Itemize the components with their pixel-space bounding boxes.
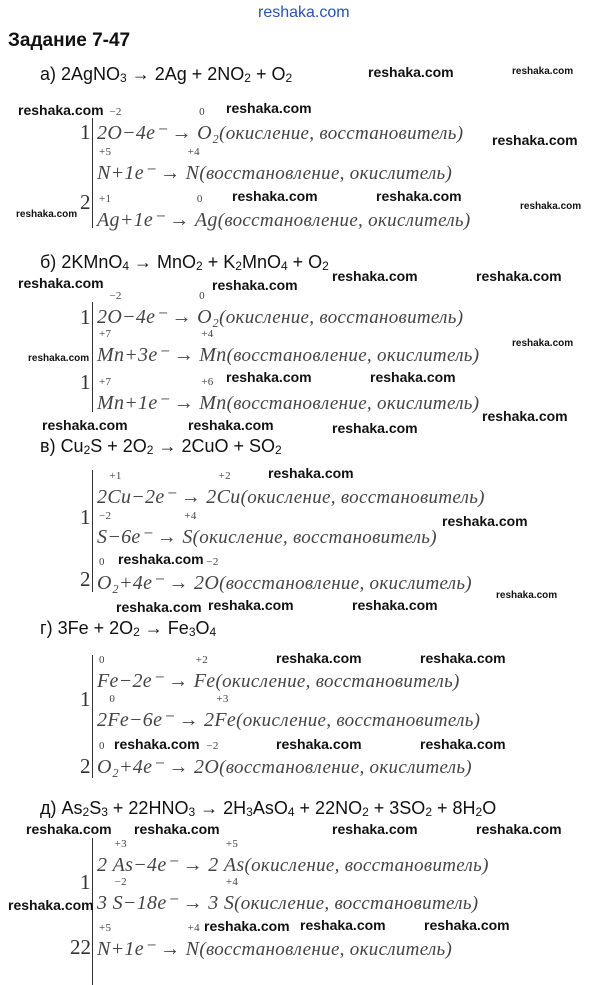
watermark: reshaka.com (476, 821, 562, 837)
oxidation-state: +2 (195, 654, 209, 666)
oxidation-state: +4 (201, 328, 214, 340)
element: S −2 (112, 876, 127, 914)
equation-part: S + 2O (90, 436, 147, 456)
reaction-text: (восстановление, окислитель) (199, 939, 453, 960)
reaction-text: (восстановление, окислитель) (226, 393, 480, 414)
watermark: reshaka.com (204, 918, 290, 934)
oxidation-state: 0 (109, 693, 116, 705)
element: O₂ 0 (197, 106, 220, 144)
item-label: г) (40, 618, 58, 638)
watermark: reshaka.com (424, 917, 510, 933)
watermark: reshaka.com (42, 417, 128, 433)
equation-part: 2 (362, 805, 369, 819)
watermark: reshaka.com (512, 66, 574, 77)
reaction-equation (40, 252, 329, 273)
reaction-text: −6e⁻ → (107, 526, 183, 548)
reaction-equation (40, 618, 216, 639)
watermark: reshaka.com (118, 551, 204, 567)
item-label: а) (40, 64, 62, 84)
oxidation-state: 0 (99, 654, 105, 666)
element: Ag +1 (97, 193, 120, 231)
half-reaction (97, 290, 464, 329)
reaction-text: (восстановление, окислитель) (199, 163, 453, 184)
oxidation-state: +5 (99, 922, 112, 934)
oxidation-state: −2 (109, 290, 122, 302)
element: As +3 (112, 838, 134, 876)
watermark: reshaka.com (28, 353, 90, 364)
equation-part: Cu (60, 436, 84, 456)
equation-part: → MnO (129, 252, 197, 272)
element: Cu +2 (216, 470, 241, 508)
equation-part: 3 (188, 625, 196, 639)
equation-part: 2 (83, 443, 91, 457)
oxidation-state: 0 (99, 556, 105, 568)
watermark: reshaka.com (420, 736, 506, 752)
equation-part: 4 (287, 805, 295, 819)
watermark: reshaka.com (226, 100, 312, 116)
half-reaction (97, 510, 437, 549)
half-reaction (97, 876, 479, 915)
oxidation-state: +7 (99, 328, 112, 340)
element: O₂ 0 (197, 290, 220, 328)
element: O −2 (204, 556, 220, 594)
reaction-equation (40, 64, 292, 85)
watermark: reshaka.com (134, 821, 220, 837)
watermark: reshaka.com (420, 650, 506, 666)
oxidation-state: +7 (99, 376, 112, 388)
reaction-text: (восстановление, окислитель) (217, 210, 471, 231)
watermark: reshaka.com (18, 275, 104, 291)
balance-divider (92, 470, 93, 592)
oxidation-state: +4 (225, 876, 239, 888)
balance-factor: 1 (80, 120, 91, 144)
element: O −2 (107, 290, 123, 328)
watermark: reshaka.com (300, 917, 386, 933)
oxidation-state: 0 (99, 740, 105, 752)
equation-part: 3 (120, 71, 127, 85)
reaction-text: (окисление, восстановитель) (219, 123, 464, 144)
reaction-text: (окисление, восстановитель) (240, 487, 485, 508)
half-reaction (97, 328, 480, 367)
watermark: reshaka.com (226, 369, 312, 385)
watermark: reshaka.com (276, 650, 362, 666)
half-reaction (97, 146, 453, 185)
equation-part: 2 (475, 805, 483, 819)
watermark: reshaka.com (188, 417, 274, 433)
equation-part: 2 (244, 71, 251, 85)
reaction-text: +1e⁻ → (110, 938, 186, 960)
equation-part: → 2H (195, 798, 247, 818)
reaction-text: 2 (97, 854, 113, 876)
oxidation-state: −2 (206, 556, 219, 568)
equation-part: + O (250, 64, 286, 84)
equation-part: + 22NO (294, 798, 363, 818)
equation-part: 2 (146, 443, 154, 457)
equation-part: 3Fe + 2O (57, 618, 134, 638)
watermark: reshaka.com (476, 268, 562, 284)
watermark: reshaka.com (442, 513, 528, 529)
watermark: reshaka.com (116, 599, 202, 615)
watermark: reshaka.com (268, 465, 354, 481)
reaction-text: −2e⁻ → (118, 670, 194, 692)
equation-part: + 22HNO (107, 798, 189, 818)
equation-part: → 2Ag + 2NO (126, 64, 245, 84)
oxidation-state: +4 (187, 146, 200, 158)
half-reaction (97, 693, 481, 732)
element: S +4 (223, 876, 239, 914)
element: Fe +2 (193, 654, 216, 692)
equation-part: + O (287, 252, 323, 272)
oxidation-state: 0 (196, 193, 203, 205)
oxidation-state: +5 (99, 146, 112, 158)
watermark: reshaka.com (370, 369, 456, 385)
element: N +5 (97, 146, 112, 184)
reaction-text: (восстановление, окислитель) (219, 757, 472, 778)
oxidation-state: +4 (187, 922, 200, 934)
watermark: reshaka.com (114, 736, 200, 752)
element: O₂ 0 (97, 556, 119, 594)
reaction-text: +4e⁻ → 2 (119, 756, 205, 778)
balance-factor: 2 (80, 754, 91, 778)
element: N +4 (185, 922, 200, 960)
reaction-text: (восстановление, окислитель) (226, 345, 480, 366)
watermark: reshaka.com (26, 821, 112, 837)
oxidation-state: −2 (206, 740, 219, 752)
equation-part: 2 (322, 259, 329, 273)
reaction-text: (окисление, восстановитель) (234, 893, 479, 914)
reaction-equation (40, 436, 282, 457)
equation-part: As (61, 798, 83, 818)
balance-factor: 22 (70, 935, 91, 959)
element: O −2 (204, 740, 220, 778)
element: Fe +3 (214, 693, 237, 731)
equation-part: + 3SO (368, 798, 426, 818)
reaction-text: −18e⁻ → 3 (122, 892, 224, 914)
balance-factor: 1 (80, 370, 91, 394)
item-label: б) (40, 252, 62, 272)
reaction-text: −6e⁻ → 2 (129, 709, 215, 731)
equation-part: 4 (122, 259, 130, 273)
oxidation-state: 0 (199, 106, 205, 118)
watermark: reshaka.com (492, 132, 578, 148)
oxidation-state: +3 (114, 838, 127, 850)
element: Mn +7 (97, 328, 125, 366)
element: Ag 0 (194, 193, 218, 231)
element: S +4 (182, 510, 197, 548)
equation-part: + 8H (432, 798, 476, 818)
task-title: Задание 7-47 (8, 30, 131, 51)
oxidation-state: +6 (201, 376, 214, 388)
watermark: reshaka.com (520, 201, 582, 212)
reaction-text: −4e⁻ → (122, 306, 198, 328)
element: N +5 (97, 922, 112, 960)
balance-factor: 1 (80, 305, 91, 329)
equation-part: 3 (188, 805, 196, 819)
element: N +4 (185, 146, 200, 184)
element: Mn +4 (199, 328, 227, 366)
reaction-text: −2e⁻ → 2 (131, 486, 217, 508)
oxidation-state: +1 (99, 193, 112, 205)
reaction-text: 3 (97, 892, 113, 914)
equation-part: 2AgNO (61, 64, 121, 84)
watermark: reshaka.com (18, 102, 104, 118)
reaction-text: +1e⁻ → (119, 209, 195, 231)
balance-divider (92, 655, 93, 778)
oxidation-state: −2 (99, 510, 112, 522)
equation-part: 4 (209, 625, 217, 639)
equation-part: 4 (280, 259, 288, 273)
balance-factor: 1 (80, 505, 91, 529)
equation-part: 3 (246, 805, 253, 819)
equation-part: MnO (241, 252, 281, 272)
equation-part: 2 (235, 259, 242, 273)
oxidation-state: +4 (184, 510, 197, 522)
watermark: reshaka.com (276, 736, 362, 752)
equation-part: → Fe (139, 618, 189, 638)
oxidation-state: −2 (109, 106, 122, 118)
reaction-text: −4e⁻ → 2 (133, 854, 224, 876)
equation-part: 3 (101, 805, 108, 819)
element: O −2 (107, 106, 123, 144)
watermark: reshaka.com (8, 897, 94, 913)
reaction-text: +1e⁻ → (110, 162, 186, 184)
watermark: reshaka.com (512, 338, 574, 349)
reaction-text: 2 (97, 122, 108, 144)
watermark: reshaka.com (482, 408, 568, 424)
balance-divider (92, 118, 93, 228)
equation-part: 2 (196, 259, 203, 273)
element: O₂ 0 (97, 740, 119, 778)
reaction-text: 2 (97, 306, 108, 328)
balance-factor: 2 (80, 567, 91, 591)
balance-divider (92, 302, 93, 412)
watermark: reshaka.com (332, 420, 418, 436)
reaction-text: (окисление, восстановитель) (244, 855, 489, 876)
equation-part: S (89, 798, 102, 818)
element: S −2 (97, 510, 112, 548)
equation-part: 2KMnO (61, 252, 123, 272)
oxidation-state: +5 (225, 838, 239, 850)
element: Fe 0 (97, 654, 119, 692)
watermark: reshaka.com (496, 590, 558, 601)
balance-factor: 1 (80, 870, 91, 894)
element: Mn +6 (199, 376, 227, 414)
equation-part: 2 (425, 805, 432, 819)
watermark: reshaka.com (332, 821, 418, 837)
reaction-text: (восстановление, окислитель) (219, 573, 472, 594)
equation-part: O (482, 798, 497, 818)
watermark: reshaka.com (208, 597, 294, 613)
watermark: reshaka.com (332, 268, 418, 284)
equation-part: AsO (252, 798, 288, 818)
equation-part: + K (202, 252, 236, 272)
oxidation-state: +2 (218, 470, 231, 482)
watermark: reshaka.com (352, 597, 438, 613)
equation-part: → 2CuO + SO (153, 436, 276, 456)
reaction-text: (окисление, восстановитель) (215, 671, 460, 692)
watermark: reshaka.com (232, 188, 318, 204)
watermark: reshaka.com (258, 4, 350, 21)
watermark: reshaka.com (376, 188, 462, 204)
oxidation-state: +1 (109, 470, 122, 482)
reaction-text: +1e⁻ → (124, 392, 200, 414)
reaction-text: 2 (97, 709, 108, 731)
equation-part: 2 (133, 625, 140, 639)
element: Fe 0 (107, 693, 130, 731)
reaction-text: −4e⁻ → (122, 122, 198, 144)
watermark: reshaka.com (368, 64, 454, 80)
oxidation-state: −2 (114, 876, 127, 888)
reaction-text: (окисление, восстановитель) (236, 710, 481, 731)
oxidation-state: +3 (216, 693, 229, 705)
reaction-text: (окисление, восстановитель) (219, 307, 464, 328)
equation-part: 2 (82, 805, 90, 819)
watermark: reshaka.com (212, 277, 298, 293)
half-reaction (97, 838, 489, 877)
watermark: reshaka.com (16, 209, 78, 220)
element: As +5 (223, 838, 245, 876)
equation-part: 2 (285, 71, 293, 85)
balance-factor: 1 (80, 687, 91, 711)
equation-part: O (195, 618, 210, 638)
oxidation-state: 0 (199, 290, 205, 302)
balance-factor: 2 (80, 190, 91, 214)
reaction-equation (40, 798, 496, 819)
reaction-text: (окисление, восстановитель) (192, 527, 437, 548)
equation-part: 2 (275, 443, 282, 457)
element: Mn +7 (97, 376, 125, 414)
reaction-text: +3e⁻ → (124, 344, 200, 366)
reaction-text: +4e⁻ → 2 (119, 572, 205, 594)
reaction-text: 2 (97, 486, 108, 508)
item-label: в) (40, 436, 61, 456)
element: Cu +1 (107, 470, 132, 508)
item-label: д) (40, 798, 62, 818)
